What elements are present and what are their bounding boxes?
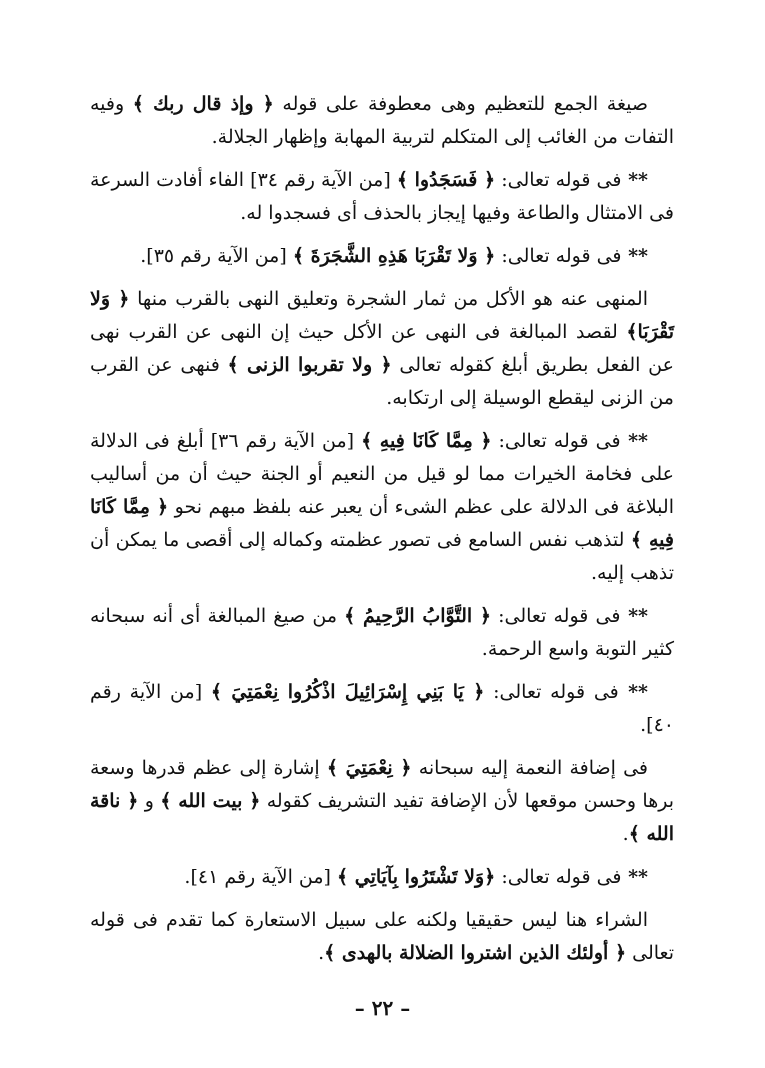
page-body (90, 88, 674, 980)
paragraph (90, 283, 674, 415)
paragraph-text: فى قوله تعالى: (495, 245, 622, 267)
quran-quote: ﴿ وإذ قال ربك ﴾ (132, 93, 274, 115)
section-marker: ** (620, 430, 648, 452)
page-number: – ٢٢ – (354, 996, 411, 1020)
quran-quote: ﴿ التَّوَّابُ الرَّحِيمُ ﴾ (344, 605, 491, 627)
paragraph (90, 752, 674, 851)
paragraph-text: فى قوله تعالى: (490, 605, 621, 627)
paragraph-text: الشراء هنا ليس حقيقيا ولكنه على سبيل الاستعارة كما تقدم فى قوله تعالى (90, 909, 674, 964)
section-marker: ** (620, 605, 648, 627)
paragraph-text: فى قوله تعالى: (484, 681, 619, 703)
paragraph-text: من صيغ المبالغة أى أنه سبحانه كثير التوبة واسع الرحمة. (90, 605, 674, 660)
paragraph-text: . (622, 823, 629, 845)
quran-quote: ﴿ ولا تقربوا الزنى ﴾ (227, 354, 392, 376)
paragraph (90, 240, 674, 273)
paragraph-text: إشارة إلى عظم قدرها وسعة برها وحسن موقعها لأن الإضافة تفيد التشريف كقوله (90, 757, 674, 812)
paragraph-text: فنهى عن القرب من الزنى ليقطع الوسيلة إلى ارتكابه. (90, 354, 674, 409)
paragraph (90, 425, 674, 590)
paragraph-text: . (318, 942, 325, 964)
quran-quote: ﴿ مِمَّا كَانَا فِيهِ ﴾ (361, 430, 492, 452)
quran-quote: ﴿وَلا تَشْتَرُوا بِآيَاتِي ﴾ (337, 866, 496, 888)
paragraph-text: المنهى عنه هو الأكل من ثمار الشجرة وتعليق النهى بالقرب منها (129, 288, 648, 310)
paragraph (90, 904, 674, 970)
paragraph (90, 861, 674, 894)
paragraph-text: فى إضافة النعمة إليه سبحانه (411, 757, 648, 779)
quran-quote: ﴿ وَلا تَقْرَبَا﴾ (90, 288, 674, 343)
paragraph-text: [من الآية رقم ٤٠]. (90, 681, 674, 736)
paragraph (90, 676, 674, 742)
quran-quote: ﴿ مِمَّا كَانَا فِيهِ ﴾ (90, 496, 675, 551)
paragraph-text: و (138, 790, 161, 812)
section-marker: ** (621, 245, 648, 267)
paragraph (90, 164, 674, 230)
paragraph-text: فى قوله تعالى: (491, 430, 621, 452)
paragraph-text: فى قوله تعالى: (495, 866, 622, 888)
section-marker: ** (621, 169, 648, 191)
quran-quote: ﴿ ناقة الله ﴾ (90, 790, 674, 845)
quran-quote: ﴿ نِعْمَتِيَ ﴾ (326, 757, 412, 779)
quran-quote: ﴿ يَا بَنِي إِسْرَائِيلَ اذْكُرُوا نِعْمَتِيَ ﴾ (210, 681, 485, 703)
paragraph-text: [من الآية رقم ٤١]. (184, 866, 337, 888)
paragraph-text: صيغة الجمع للتعظيم وهى معطوفة على قوله (273, 93, 649, 115)
section-marker: ** (618, 681, 648, 703)
section-marker: ** (621, 866, 648, 888)
paragraph-text: [من الآية رقم ٣٦] أبلغ فى الدلالة على فخامة الخيرات مما لو قيل من النعيم أو الجنة حيث أن من أساليب البلاغة فى الدلالة على عظم الشىء أن يعبر عنه بلفظ مبهم نحو (90, 430, 674, 518)
quran-quote: ﴿ فَسَجَدُوا ﴾ (396, 169, 496, 191)
quran-quote: ﴿ أولئك الذين اشتروا الضلالة بالهدى ﴾ (324, 942, 627, 964)
paragraph (90, 88, 674, 154)
paragraph-text: لتذهب نفس السامع فى تصور عظمته وكماله إلى أقصى ما يمكن أن تذهب إليه. (90, 529, 674, 584)
quran-quote: ﴿ وَلا تَقْرَبَا هَذِهِ الشَّجَرَةَ ﴾ (292, 245, 496, 267)
quran-quote: ﴿ بيت الله ﴾ (160, 790, 261, 812)
paragraph-text: لقصد المبالغة فى النهى عن الأكل حيث إن النهى عن القرب نهى عن الفعل بطريق أبلغ كقوله تعالى (90, 321, 674, 376)
paragraph-text: وفيه التفات من الغائب إلى المتكلم لتربية المهابة وإظهار الجلالة. (90, 93, 674, 148)
paragraph (90, 600, 674, 666)
paragraph-text: فى قوله تعالى: (495, 169, 622, 191)
paragraph-text: [من الآية رقم ٣٥]. (140, 245, 293, 267)
paragraph-text: [من الآية رقم ٣٤] الفاء أفادت السرعة فى الامتثال والطاعة وفيها إيجاز بالحذف أى فسجدوا له. (90, 169, 674, 224)
